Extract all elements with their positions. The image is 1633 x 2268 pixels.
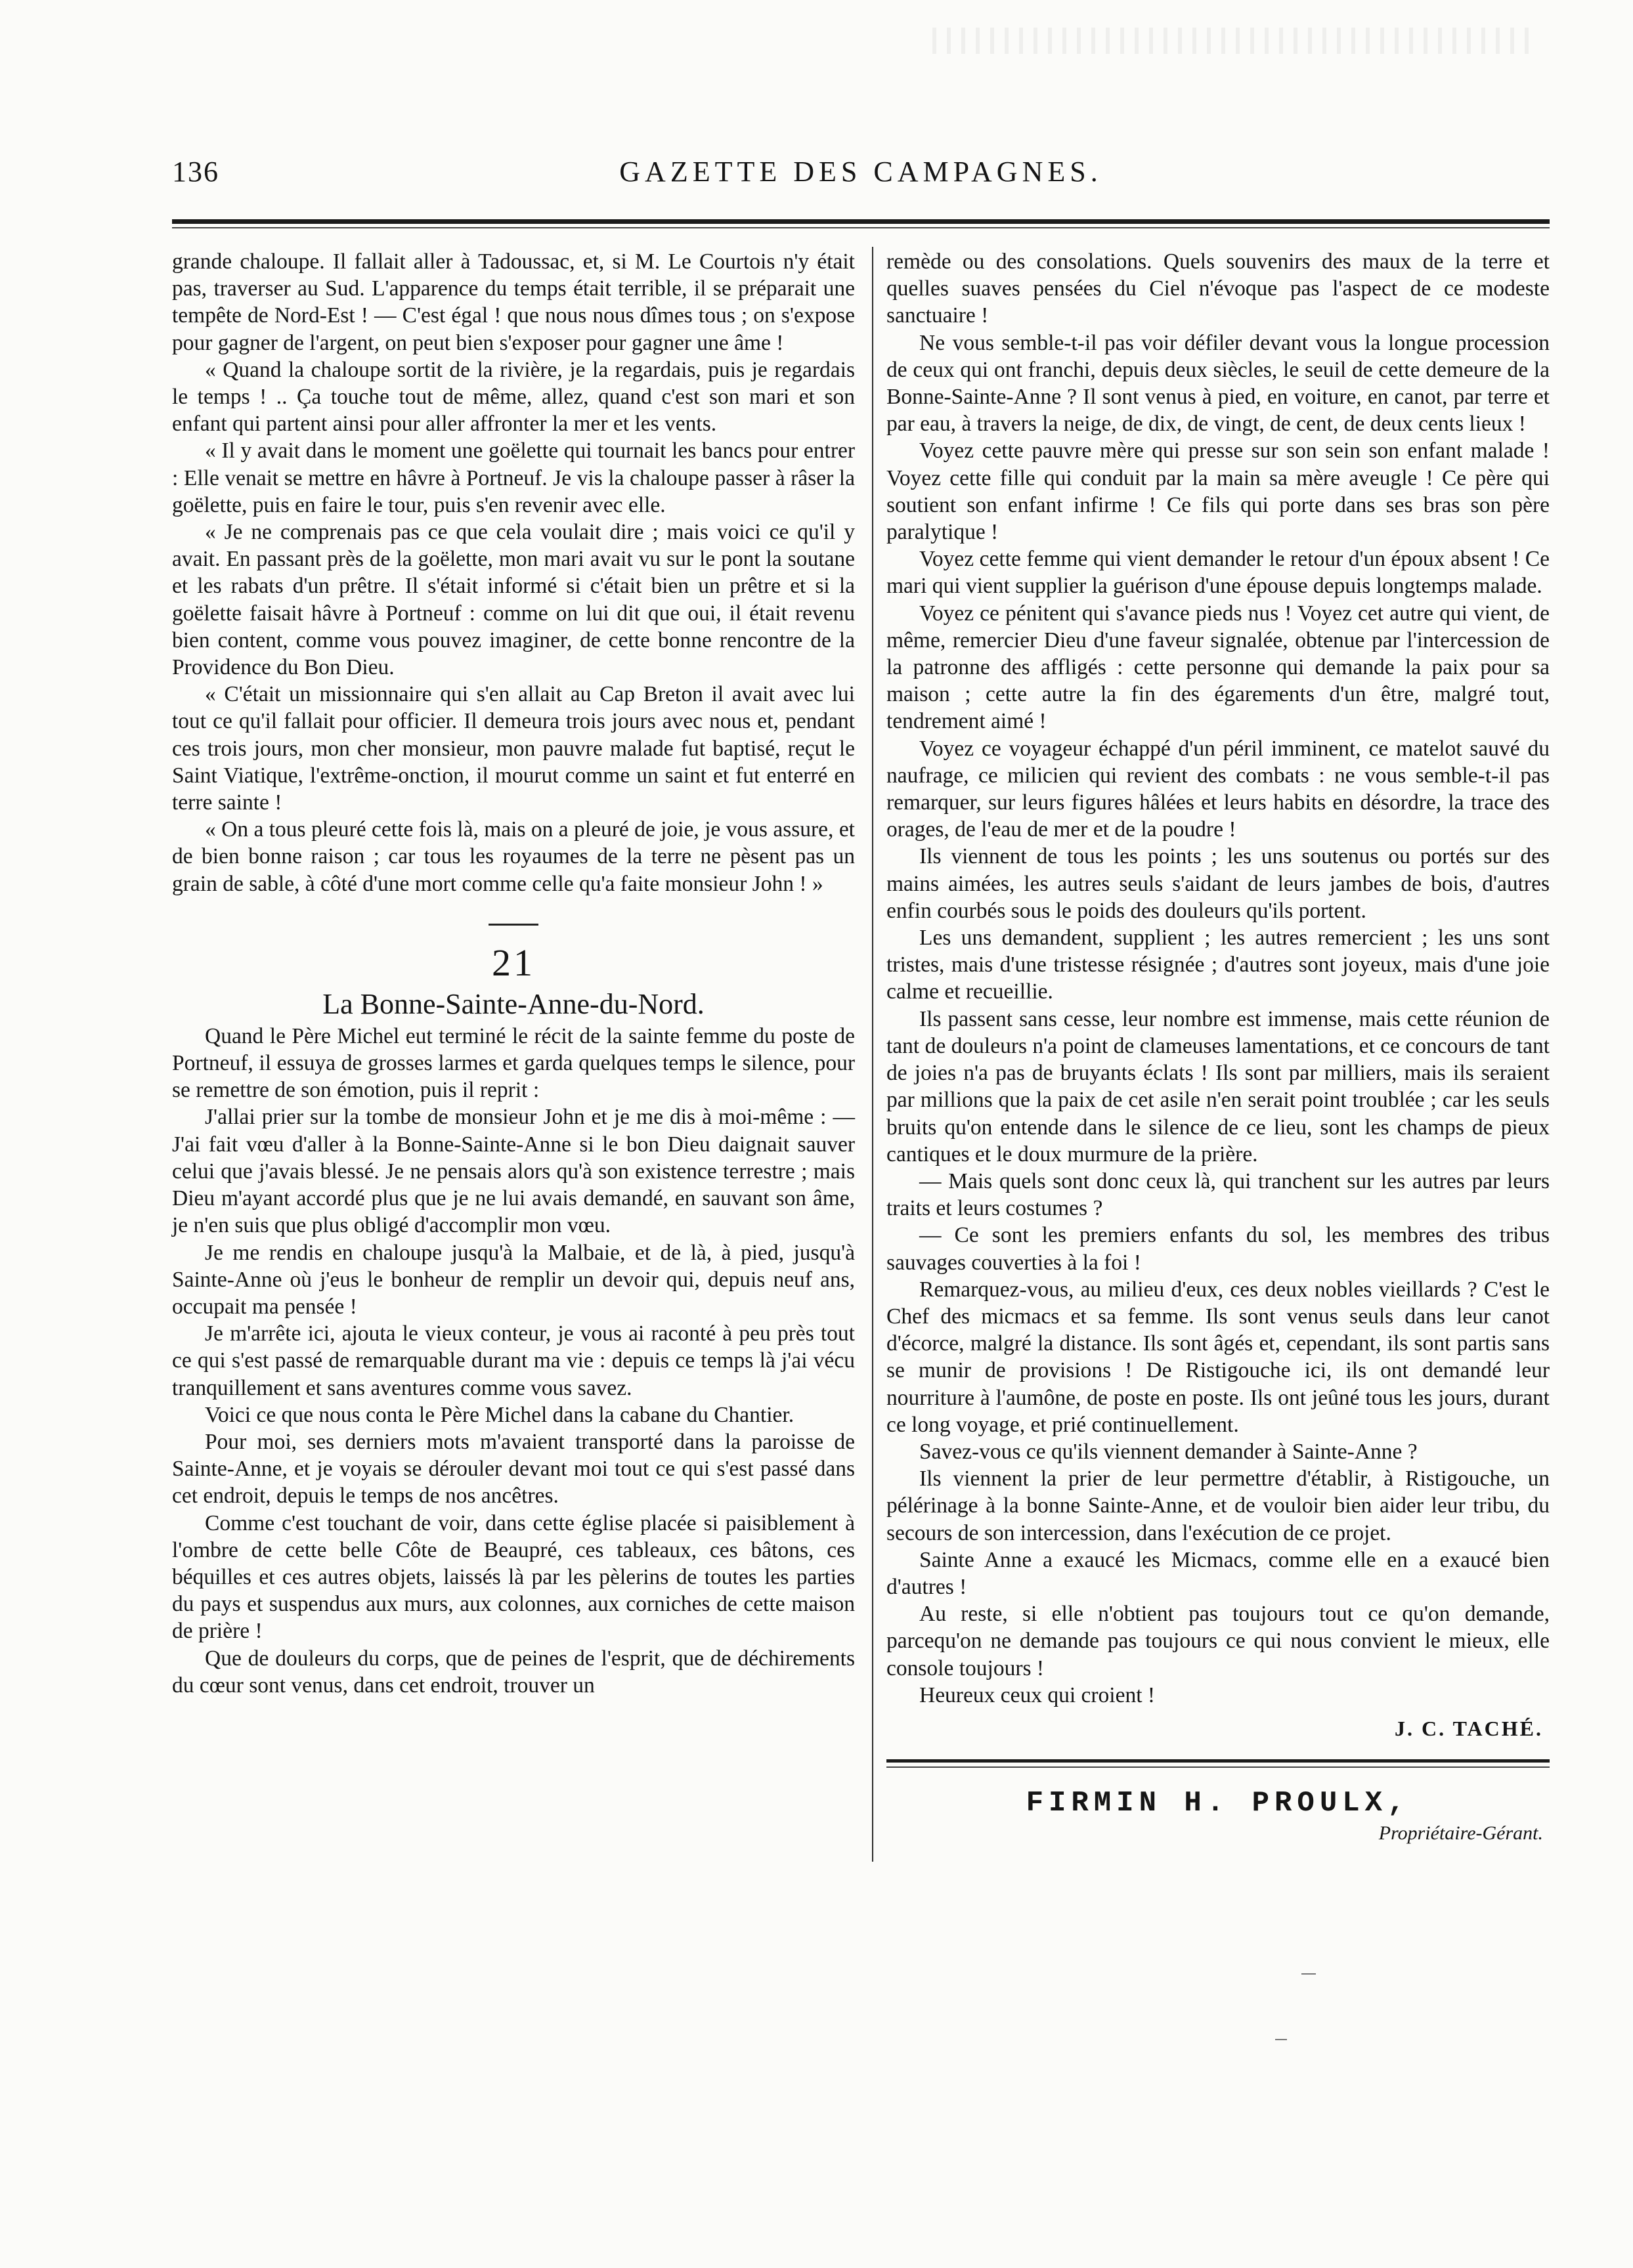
paragraph: Voyez ce pénitent qui s'avance pieds nus ! Voyez cet autre qui vient, de même, remercier Dieu d'une faveur signalée, obtenue par l'intercession de la patronne des affligés : cette personne qui demande la paix pour sa maison ; cette autre la fin des égarements d'un être, malgré tout, tendrement aimé ! <box>886 601 1550 734</box>
paragraph: « C'était un missionnaire qui s'en allait au Cap Breton il avait avec lui tout ce qu'il fallait pour officier. Il demeura trois jours avec nous et, pendant ces trois jours, mon cher monsieur, mon pauvre malade fut baptisé, reçut le Saint Viatique, l'extrême-onction, il mourut comme un saint et fut enterré en terre sainte ! <box>172 682 855 815</box>
paragraph: « On a tous pleuré cette fois là, mais on a pleuré de joie, je vous assure, et de bien bonne raison ; car tous les royaumes de la terre ne pèsent pas un grain de sable, à côté d'une mort comme celle qu'a faite monsieur John ! » <box>172 817 855 896</box>
print-mark <box>1301 1973 1316 1975</box>
paragraph: Voyez cette pauvre mère qui presse sur son sein son enfant malade ! Voyez cette fille qui conduit par la main sa mère aveugle ! Ce père qui soutient son enfant infirme ! Ce fils qui porte dans ses bras son père paralytique ! <box>886 439 1550 545</box>
publisher-name: FIRMIN H. PROULX, <box>1026 1787 1410 1820</box>
paragraph: Je m'arrête ici, ajouta le vieux conteur, je vous ai raconté à peu près tout ce qui s'est passé de remarquable durant ma vie : depuis ce temps là j'ai vécu tranquillement et sans aventures comme vous savez. <box>172 1321 855 1400</box>
paragraph: Comme c'est touchant de voir, dans cette église placée si paisiblement à l'ombre de cette belle Côte de Beaupré, ces tableaux, ces bâtons, ces béquilles et ces autres objets, laissés là par les pèlerins de toutes les parties du pays et suspendus aux murs, aux colonnes, aux corniches de cette maison de prière ! <box>172 1510 855 1644</box>
paragraph: Ne vous semble-t-il pas voir défiler devant vous la longue procession de ceux qui ont franchi, depuis deux siècles, le seuil de cette demeure de la Bonne-Sainte-Anne ? Il sont venus à pied, en voiture, en canot, par terre et par eau, à travers la neige, de dix, de vingt, de cent, de deux cents lieux ! <box>886 330 1550 437</box>
paragraph: Que de douleurs du corps, que de peines de l'esprit, que de déchirements du cœur sont venus, dans cet endroit, trouver un <box>172 1646 855 1698</box>
paragraph: — Mais quels sont donc ceux là, qui tranchent sur les autres par leurs traits et leurs costumes ? <box>886 1168 1550 1221</box>
paragraph: Heureux ceux qui croient ! <box>919 1682 1156 1707</box>
paragraph: « Quand la chaloupe sortit de la rivière, je la regardais, puis je regardais le temps ! .. Ça touche tout de même, allez, quand c'est son mari et son enfant qui partent ainsi pour aller affronter la mer et les vents. <box>172 357 855 437</box>
header-rule <box>172 219 1550 224</box>
paragraph: Je me rendis en chaloupe jusqu'à la Malbaie, et de là, à pied, jusqu'à Sainte-Anne où j'eus le bonheur de remplir un devoir qui, depuis neuf ans, occupait ma pensée ! <box>172 1240 855 1319</box>
running-title: GAZETTE DES CAMPAGNES. <box>619 156 1102 188</box>
newspaper-page <box>172 155 1550 2150</box>
page-header <box>172 155 1550 214</box>
paragraph: Remarquez-vous, au milieu d'eux, ces deux nobles vieillards ? C'est le Chef des micmacs et sa femme. Ils sont venus seuls dans leur canot d'écorce, malgré la distance. Ils sont âgés et, cependant, ils sont partis sans se munir de provisions ! De Ristigouche ici, ils ont demandé leur nourriture à l'aumône, de poste en poste. Ils ont jeûné tous les jours, durant ce long voyage, et prié continuellement. <box>886 1277 1550 1437</box>
section-number: 21 <box>492 941 535 984</box>
paragraph: Savez-vous ce qu'ils viennent demander à Sainte-Anne ? <box>919 1439 1418 1464</box>
section-separator <box>489 924 538 926</box>
page-number: 136 <box>172 156 219 188</box>
print-smudge <box>932 28 1536 54</box>
paragraph: Ils viennent la prier de leur permettre d'établir, à Ristigouche, un pélérinage à la bonne Sainte-Anne, et de vouloir bien aider leur tribu, du secours de son intercession, dans l'exécution de ce projet. <box>886 1466 1550 1545</box>
paragraph: Ils passent sans cesse, leur nombre est immense, mais cette réunion de tant de douleurs n'a point de clameuses lamentations, et ce concours de tant de joies n'a pas de bruyants éclats ! Ils sont par milliers, mais ils seraient par millions que la paix de cet asile n'en serait point troublée ; car les seuls bruits qu'on entende dans le silence de ce lieu, sont les champs de pieux cantiques et le doux murmure de la prière. <box>886 1006 1550 1166</box>
paragraph: Quand le Père Michel eut terminé le récit de la sainte femme du poste de Portneuf, il essuya de grosses larmes et garda quelques temps le silence, pour se remettre de son émotion, puis il reprit : <box>172 1023 855 1103</box>
right-column <box>886 248 1550 1847</box>
paragraph: « Il y avait dans le moment une goëlette qui tournait les bancs pour entrer : Elle venait se mettre en hâvre à Portneuf. Je vis la chaloupe passer à râser la goëlette, puis en faire le tour, puis s'en revenir avec elle. <box>172 439 855 517</box>
paragraph: J'allai prier sur la tombe de monsieur John et je me dis à moi-même : — J'ai fait vœu d'aller à la Bonne-Sainte-Anne si le bon Dieu daignait sauver celui que j'avais blessé. Je ne pensais alors qu'à son existence terrestre ; mais Dieu m'ayant accordé plus que je ne lui avais demandé, en sauvant son âme, je n'en suis que plus obligé d'accomplir mon vœu. <box>172 1105 855 1238</box>
left-column <box>172 248 855 1699</box>
paragraph: Voici ce que nous conta le Père Michel dans la cabane du Chantier. <box>205 1402 795 1427</box>
column-divider <box>872 247 873 1862</box>
paragraph: « Je ne comprenais pas ce que cela voulait dire ; mais voici ce qu'il y avait. En passant près de la goëlette, mon mari avait vu sur le pont la soutane et les rabats d'un prêtre. Il s'était informé si c'était bien un prêtre et si la goëlette faisait hâvre à Portneuf : comme on lui dit que oui, il était revenu bien content, comme vous pouvez imaginer, de cette bonne rencontre de la Providence du Bon Dieu. <box>172 520 855 680</box>
print-mark <box>1275 2039 1287 2040</box>
paragraph: remède ou des consolations. Quels souvenirs des maux de la terre et quelles suaves pensées du Ciel n'évoque pas l'aspect de ce modeste sanctuaire ! <box>886 249 1550 328</box>
paragraph: Les uns demandent, supplient ; les autres remercient ; les uns sont tristes, mais d'une tristesse résignée ; d'autres sont joyeux, mais d'une joie calme et recueillie. <box>886 926 1550 1004</box>
footer-rule-thin <box>886 1766 1550 1768</box>
paragraph: Ils viennent de tous les points ; les uns soutenus ou portés sur des mains aimées, les autres seuls s'aidant de leurs jambes de bois, d'autres enfin courbés sous le poids des douleurs qu'ils portent. <box>886 844 1550 923</box>
paragraph: grande chaloupe. Il fallait aller à Tadoussac, et, si M. Le Courtois n'y était pas, traverser au Sud. L'apparence du temps était terrible, il se préparait une tempête de Nord-Est ! — C'est égal ! que nous nous dîmes tous ; on s'expose pour gagner de l'argent, on peut bien s'exposer pour gagner une âme ! <box>172 249 855 355</box>
paragraph: Au reste, si elle n'obtient pas toujours tout ce qu'on demande, parcequ'on ne demande pas toujours ce qui nous convient le mieux, elle console toujours ! <box>886 1602 1550 1680</box>
header-rule-thin <box>172 227 1550 228</box>
paragraph: Voyez ce voyageur échappé d'un péril imminent, ce matelot sauvé du naufrage, ce milicien qui revient des combats : ne vous semble-t-il pas remarquer, sur leurs figures hâlées et leurs habits en désordre, la trace des orages, de l'eau de mer et de la poudre ! <box>886 736 1550 842</box>
paragraph: Sainte Anne a exaucé les Micmacs, comme elle en a exaucé bien d'autres ! <box>886 1547 1550 1599</box>
section-title: La Bonne-Sainte-Anne-du-Nord. <box>322 987 705 1020</box>
paragraph: — Ce sont les premiers enfants du sol, les membres des tribus sauvages couverties à la foi ! <box>886 1223 1550 1275</box>
paragraph: Voyez cette femme qui vient demander le retour d'un époux absent ! Ce mari qui vient supplier la guérison d'une épouse depuis longtemps malade. <box>886 547 1550 599</box>
publisher-role: Propriétaire-Gérant. <box>1378 1822 1543 1845</box>
author-signature: J. C. TACHÉ. <box>1395 1716 1543 1740</box>
paragraph: Pour moi, ses derniers mots m'avaient transporté dans la paroisse de Sainte-Anne, et je voyais se dérouler devant moi tout ce qui s'est passé dans cet endroit, depuis le temps de nos ancêtres. <box>172 1429 855 1508</box>
footer-rule <box>886 1759 1550 1763</box>
